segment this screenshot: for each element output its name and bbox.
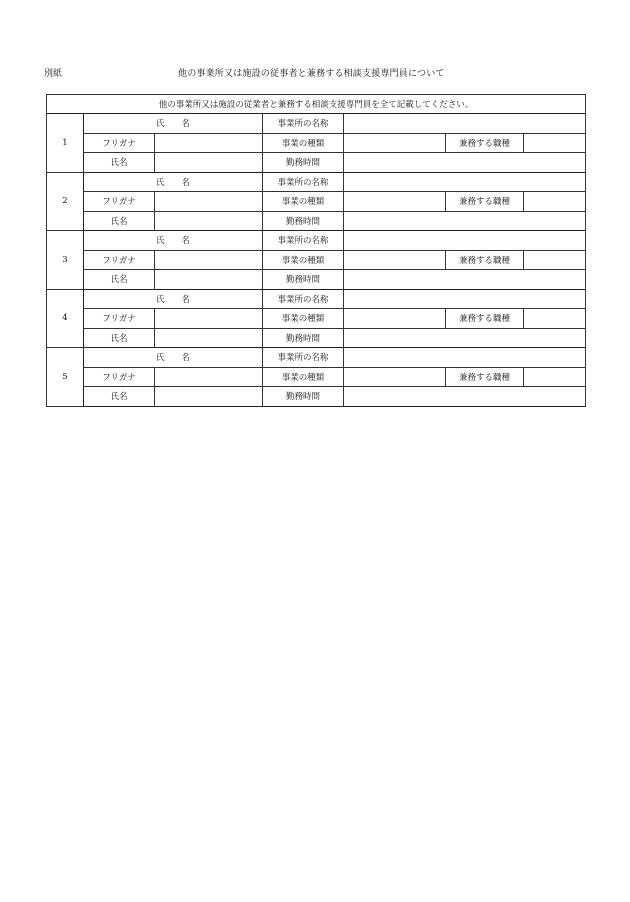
- concurrent-role-field[interactable]: [524, 309, 586, 329]
- name-header-label: 氏 名: [84, 348, 263, 368]
- business-type-field[interactable]: [344, 192, 446, 212]
- name-label: 氏名: [84, 153, 155, 173]
- office-name-field[interactable]: [344, 348, 586, 368]
- business-type-field[interactable]: [344, 133, 446, 153]
- entry-number-2: 2: [47, 172, 84, 231]
- entry-number-3: 3: [47, 231, 84, 290]
- concurrent-role-label: 兼務する職種: [446, 133, 524, 153]
- concurrent-role-field[interactable]: [524, 250, 586, 270]
- concurrent-role-field[interactable]: [524, 192, 586, 212]
- furigana-field[interactable]: [155, 367, 263, 387]
- business-type-field[interactable]: [344, 309, 446, 329]
- furigana-label: フリガナ: [84, 192, 155, 212]
- concurrent-role-field[interactable]: [524, 133, 586, 153]
- office-name-field[interactable]: [344, 289, 586, 309]
- entry-number-4: 4: [47, 289, 84, 348]
- name-header-label: 氏 名: [84, 114, 263, 134]
- name-header-label: 氏 名: [84, 289, 263, 309]
- business-type-label: 事業の種類: [263, 250, 344, 270]
- business-type-label: 事業の種類: [263, 133, 344, 153]
- name-label: 氏名: [84, 328, 155, 348]
- concurrent-role-label: 兼務する職種: [446, 309, 524, 329]
- business-type-field[interactable]: [344, 367, 446, 387]
- name-field[interactable]: [155, 153, 263, 173]
- name-label: 氏名: [84, 211, 155, 231]
- concurrent-role-field[interactable]: [524, 367, 586, 387]
- office-name-field[interactable]: [344, 172, 586, 192]
- office-name-field[interactable]: [344, 114, 586, 134]
- office-name-label: 事業所の名称: [263, 348, 344, 368]
- business-type-label: 事業の種類: [263, 309, 344, 329]
- name-field[interactable]: [155, 387, 263, 407]
- name-header-label: 氏 名: [84, 172, 263, 192]
- work-hours-field[interactable]: [344, 153, 586, 173]
- furigana-label: フリガナ: [84, 133, 155, 153]
- name-field[interactable]: [155, 211, 263, 231]
- work-hours-label: 勤務時間: [263, 387, 344, 407]
- furigana-field[interactable]: [155, 309, 263, 329]
- name-field[interactable]: [155, 328, 263, 348]
- name-label: 氏名: [84, 270, 155, 290]
- work-hours-label: 勤務時間: [263, 270, 344, 290]
- staff-form-table: [46, 94, 586, 407]
- work-hours-field[interactable]: [344, 211, 586, 231]
- furigana-field[interactable]: [155, 133, 263, 153]
- concurrent-role-label: 兼務する職種: [446, 192, 524, 212]
- work-hours-field[interactable]: [344, 387, 586, 407]
- business-type-label: 事業の種類: [263, 192, 344, 212]
- furigana-label: フリガナ: [84, 367, 155, 387]
- office-name-label: 事業所の名称: [263, 114, 344, 134]
- name-label: 氏名: [84, 387, 155, 407]
- work-hours-label: 勤務時間: [263, 153, 344, 173]
- work-hours-label: 勤務時間: [263, 328, 344, 348]
- furigana-field[interactable]: [155, 192, 263, 212]
- work-hours-field[interactable]: [344, 270, 586, 290]
- office-name-label: 事業所の名称: [263, 231, 344, 251]
- document-title: 他の事業所又は施設の従事者と兼務する相談支援専門員について: [178, 69, 445, 79]
- office-name-label: 事業所の名称: [263, 289, 344, 309]
- business-type-label: 事業の種類: [263, 367, 344, 387]
- entry-number-1: 1: [47, 114, 84, 173]
- name-field[interactable]: [155, 270, 263, 290]
- furigana-field[interactable]: [155, 250, 263, 270]
- office-name-field[interactable]: [344, 231, 586, 251]
- concurrent-role-label: 兼務する職種: [446, 367, 524, 387]
- office-name-label: 事業所の名称: [263, 172, 344, 192]
- entry-number-5: 5: [47, 348, 84, 407]
- name-header-label: 氏 名: [84, 231, 263, 251]
- work-hours-label: 勤務時間: [263, 211, 344, 231]
- instruction-header: 他の事業所又は施設の従業者と兼務する相談支援専門員を全て記載してください。: [47, 95, 586, 114]
- page-label: 別紙: [44, 69, 63, 79]
- furigana-label: フリガナ: [84, 309, 155, 329]
- concurrent-role-label: 兼務する職種: [446, 250, 524, 270]
- furigana-label: フリガナ: [84, 250, 155, 270]
- work-hours-field[interactable]: [344, 328, 586, 348]
- business-type-field[interactable]: [344, 250, 446, 270]
